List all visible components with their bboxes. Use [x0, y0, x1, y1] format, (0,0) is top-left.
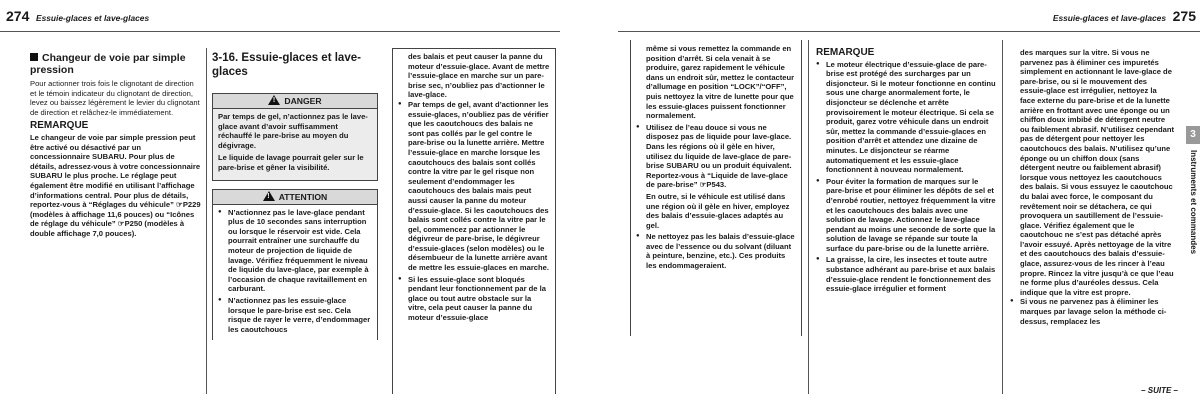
right-page-header — [618, 6, 1200, 32]
chapter-tab-label: Instruments et commandes — [1189, 150, 1198, 255]
list-item: ● Utilisez de l’eau douce si vous ne disposez pas de liquide pour lave-glace. Dans les régions où il gèle en hiver, utilisez du liquide de lave-glace de pare-brise SUBARU ou un produit équivalent. Reportez-vous à “Liquide de lave-glace de pare-brise” ☞P543. — [636, 123, 796, 190]
paragraph: des marques sur la vitre. Si vous ne parvenez pas à éliminer ces impuretés simplement en actionnant le lave-glace de pare-brise, ou si le mouvement des essuie-glace est irrégulier, nettoyez la face externe du pare-brise et de la lunette arrière en frottant avec une éponge ou un chiffon doux imbibé de détergent neutre ou faiblement abrasif. N’utilisez cependant pas de détergent pour nettoyer les caoutchoucs des balais. N’utilisez qu’une éponge ou un chiffon doux (sans détergent neutre ou faiblement abrasif) lorsque vous nettoyez les caoutchoucs des balais. Si vous essuyez le caoutchouc du balai avec force, le composant du revêtement noir se détachera, ce qui provoquera un sautillement de l’essuie-glace. Vérifiez également que le caoutchouc ne s’est pas détaché après l’avoir essuyé. Après nettoyage de la vitre et des caoutchoucs des balais d’essuie-glace, assurez-vous de les rincer à l’eau propre. Rincez la vitre jusqu’à ce que l’eau ne forme plus d’auréoles dessus. Cela indique que la vitre est propre. — [1020, 48, 1175, 297]
continued-marker: – SUITE – — [1141, 386, 1178, 395]
list-item: ● N’actionnez pas le lave-glace pendant plus de 10 secondes sans interruption ou lorsque le réservoir est vide. Cela pourrait entraîner une surchauffe du moteur de projection de liquide de lavage. Vérifiez fréquemment le niveau de liquide du lave-glace, par exemple à l’occasion de chaque ravitaillement en carburant. — [218, 208, 372, 294]
remarque-title: REMARQUE — [816, 47, 875, 58]
chapter-tab-number: 3 — [1186, 126, 1200, 144]
subsection-heading: Changeur de voie par simple pression — [30, 52, 186, 76]
left-page-header — [0, 6, 560, 32]
list-item: ● Le moteur électrique d’essuie-glace de pare-brise est protégé des surcharges par un disjoncteur. Si le moteur fonctionne en continu sous une charge anormalement forte, le disjoncteur se déclenche et arrête provisoirement le moteur électrique. Si cela se produit, garez votre véhicule dans un endroit sûr, mettez la commande d’essuie-glaces en position d’arrêt et attendez une dizaine de minutes. Le disjoncteur se réarme automatiquement et les essuie-glace fonctionnent à nouveau normalement. — [816, 60, 996, 175]
column-divider — [1002, 40, 1003, 394]
danger-box — [212, 93, 378, 181]
attention-header: !ATTENTION — [213, 190, 377, 205]
remarque-text: Le changeur de voie par simple pression peut être activé ou désactivé par un concessionnaire SUBARU. Pour plus de détails, adressez-vous à votre concessionnaire SUBARU le plus proche. Le réglage peut également être modifié en utilisant l’affichage d’informations central. Pour plus de détails, reportez-vous à “Réglages du véhicule” ☞P229 (modèles à affichage 11,6 pouces) ou “Icônes de réglage du véhicule” ☞P250 (modèles à double affichage 7,0 pouces). — [30, 132, 201, 238]
list-item: ● La graisse, la cire, les insectes et toute autre substance adhérant au pare-brise et aux balais d’essuie-glace rendent le fonctionnement des essuie-glace irrégulier et forment — [816, 255, 996, 293]
column-divider — [206, 48, 207, 394]
warning-triangle-icon — [263, 191, 275, 201]
attention-box — [212, 189, 378, 341]
square-bullet-icon — [30, 53, 38, 61]
right-page — [618, 0, 1200, 402]
column-divider — [808, 40, 809, 394]
section-title: Essuie-glaces et lave-glaces — [36, 13, 150, 23]
paragraph: même si vous remettez la commande en position d’arrêt. Si cela venait à se produire, garez rapidement le véhicule dans un endroit sûr, mettez le contacteur d’allumage en position “LOCK”/“OFF”, puis nettoyez la vitre de lunette pour que les essuie-glaces puissent fonctionner normalement. — [646, 44, 795, 121]
danger-text-1: Par temps de gel, n’actionnez pas le lave-glace avant d’avoir suffisamment réchauffé le pare-brise au moyen du dégivrage. — [218, 112, 368, 150]
left-col-3 — [392, 48, 556, 394]
list-item: ● Par temps de gel, avant d’actionner les essuie-glaces, n’oubliez pas de vérifier que les caoutchoucs des balais ne sont pas collés par le gel contre le pare-brise ou la lunette arrière. Mettre l’essuie-glace en marche lorsque les caoutchoucs des balais sont collés contre la vitre par le gel risque non seulement d’endommager les caoutchoucs des balais mais peut aussi causer la panne du moteur d’essuie-glace. Si les caoutchoucs des balais sont collés contre la vitre par le gel, commencez par actionner le dégivreur de pare-brise, le dégivreur d’essuie-glaces (selon modèles) ou le désembueur de la lunette arrière avant de mettre les essuie-glaces en marche. — [398, 100, 550, 273]
list-item: ● Si les essuie-glace sont bloqués pendant leur fonctionnement par de la glace ou tout autre obstacle sur la vitre, cela peut causer la panne du moteur d’essuie-glace — [398, 275, 550, 323]
warning-triangle-icon — [268, 95, 280, 105]
attention-continued-box — [630, 40, 802, 336]
left-col-2 — [212, 52, 378, 340]
right-col-2 — [816, 48, 996, 296]
section-title-main: 3-16. Essuie-glaces et lave-glaces — [212, 52, 361, 78]
page-number: 275 — [1172, 8, 1196, 24]
danger-text-2: Le liquide de lavage pourrait geler sur le pare-brise et gêner la visibilité. — [218, 153, 364, 172]
right-col-3 — [1010, 48, 1174, 328]
danger-body — [213, 109, 377, 180]
section-title: Essuie-glaces et lave-glaces — [1052, 13, 1166, 23]
attention-body — [213, 205, 377, 341]
list-item: ● Pour éviter la formation de marques sur le pare-brise et pour éliminer les dépôts de sel et d’enrobé routier, nettoyez fréquemment la vitre et les caoutchoucs des balais avec une solution de lavage. Actionnez le lave-glace pendant au moins une seconde de sorte que la solution de lavage se répande sur toute la surface du pare-brise ou de la lunette arrière. — [816, 177, 996, 254]
list-item: ● Ne nettoyez pas les balais d’essuie-glace avec de l’essence ou du solvant (diluant à peinture, benzine, etc.). Ces produits les endommageraient. — [636, 232, 796, 270]
paragraph: des balais et peut causer la panne du moteur d’essuie-glace. Avant de mettre l’essuie-glace en marche sur un pare-brise sec, n’oubliez pas d’actionner le lave-glace. — [408, 52, 550, 100]
attention-continued-box — [392, 48, 556, 394]
list-item: ● Si vous ne parvenez pas à éliminer les marques par lavage selon la méthode ci-dessus, remplacez les — [1010, 297, 1174, 326]
remarque-title: REMARQUE — [30, 120, 89, 132]
list-item: ● N’actionnez pas les essuie-glace lorsque le pare-brise est sec. Cela risque de rayer le verre, d’endommager les caoutchoucs — [218, 296, 372, 334]
paragraph: En outre, si le véhicule est utilisé dans une région où il gèle en hiver, employez des balais d’essuie-glaces adaptés au gel. — [646, 191, 790, 230]
danger-header: !DANGER — [213, 94, 377, 109]
page-number: 274 — [6, 8, 30, 24]
left-col-1 — [30, 52, 202, 239]
left-page — [0, 0, 560, 402]
right-col-1 — [630, 40, 802, 336]
paragraph: Pour actionner trois fois le clignotant de direction et le témoin indicateur du clignotant de direction, levez ou baissez légèrement le levier du clignotant de direction et relâchez-le immédiatement. — [30, 79, 200, 117]
